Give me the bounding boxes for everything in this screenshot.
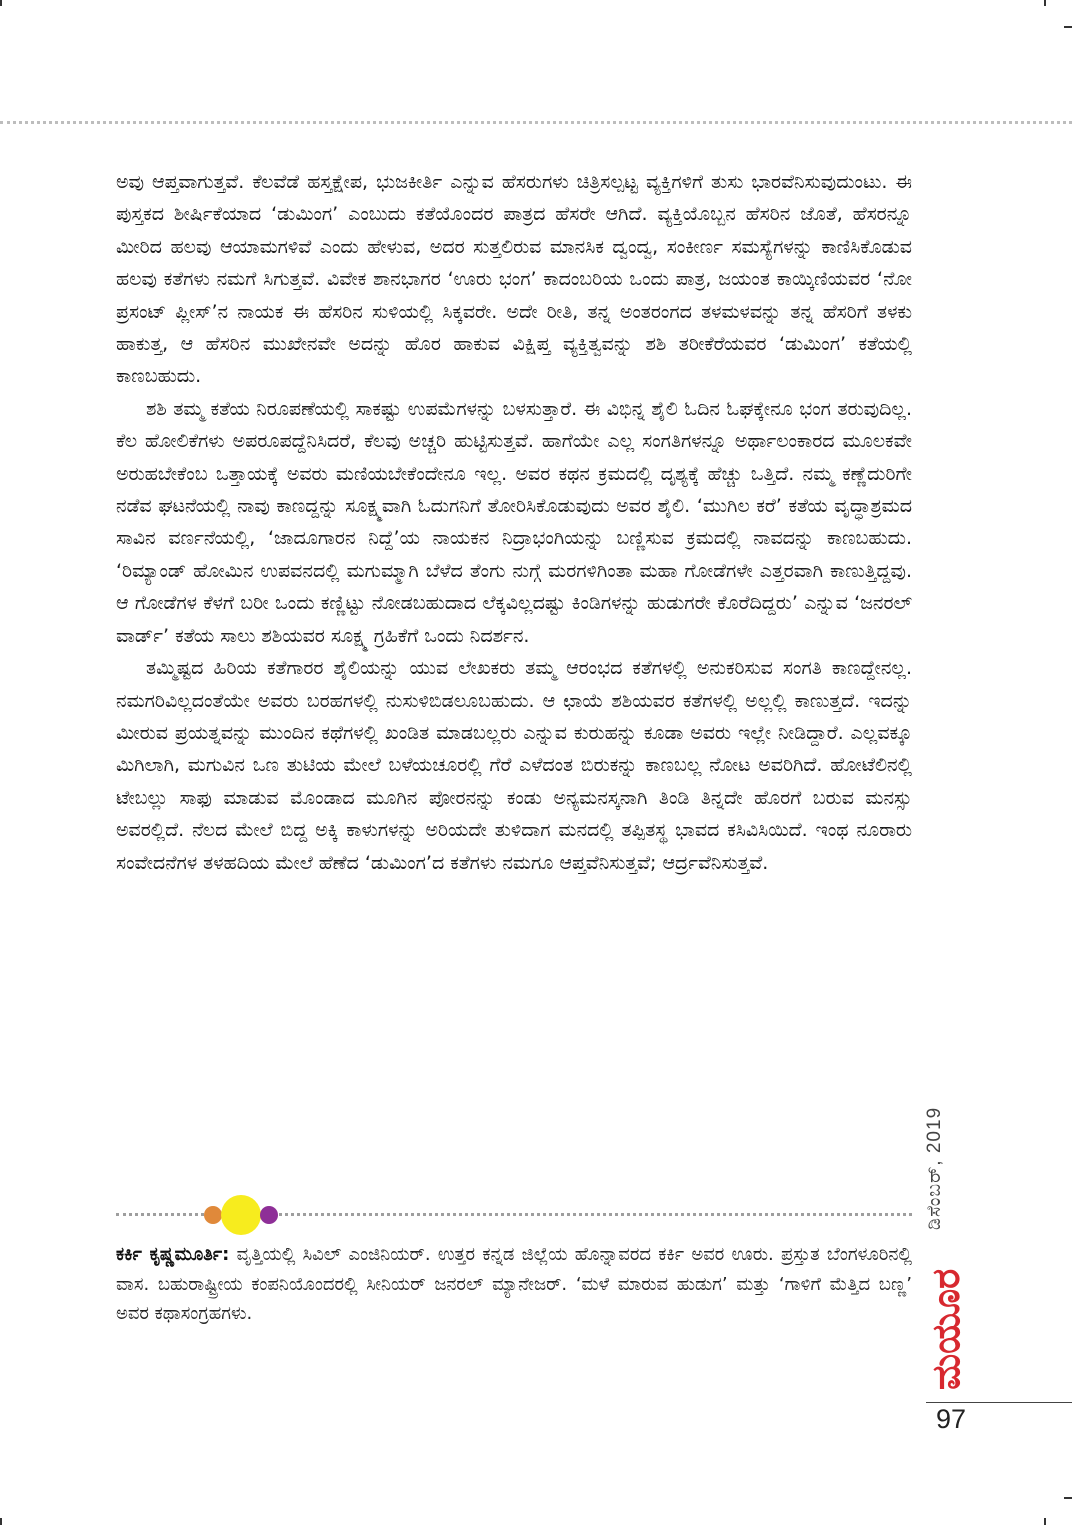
divider-dot-purple (260, 1206, 278, 1224)
crop-mark-top-left (0, 0, 2, 6)
divider-dot-orange (204, 1206, 222, 1224)
divider-dot-yellow (221, 1195, 261, 1235)
crop-mark-top-right (1044, 0, 1046, 6)
crop-mark-bottom-right (1044, 1518, 1046, 1525)
crop-mark-right-upper (1064, 26, 1072, 28)
section-divider (116, 1203, 912, 1227)
article-paragraph-1: ಅವು ಆಪ್ತವಾಗುತ್ತವೆ. ಕೆಲವೆಡೆ ಹಸ್ತಕ್ಷೇಪ, ಭುಜಕೀರ್ತಿ ಎನ್ನುವ ಹೆಸರುಗಳು ಚಿತ್ರಿಸಲ್ಪಟ್ಟ ವ್ಯಕ್ತಿಗಳಿಗೆ ತುಸು ಭಾರವೆನಿಸುವುದುಂಟು. ಈ ಪುಸ್ತಕದ ಶೀರ್ಷಿಕೆಯಾದ ‘ಡುಮಿಂಗ’ ಎಂಬುದು ಕತೆಯೊಂದರ ಪಾತ್ರದ ಹೆಸರೇ ಆಗಿದೆ. ವ್ಯಕ್ತಿಯೊಬ್ಬನ ಹೆಸರಿನ ಜೊತೆ, ಹೆಸರನ್ನೂ ಮೀರಿದ ಹಲವು ಆಯಾಮಗಳಿವೆ ಎಂದು ಹೇಳುವ, ಅದರ ಸುತ್ತಲಿರುವ ಮಾನಸಿಕ ದ್ವಂದ್ವ, ಸಂಕೀರ್ಣ ಸಮಸ್ಯೆಗಳನ್ನು ಕಾಣಿಸಿಕೊಡುವ ಹಲವು ಕತೆಗಳು ನಮಗೆ ಸಿಗುತ್ತವೆ. ವಿವೇಕ ಶಾನಭಾಗರ ‘ಊರು ಭಂಗ’ ಕಾದಂಬರಿಯ ಒಂದು ಪಾತ್ರ, ಜಯಂತ ಕಾಯ್ಕಿಣಿಯವರ ‘ನೋ ಪ್ರಸಂಟ್ ಪ್ಲೀಸ್’ನ ನಾಯಕ ಈ ಹೆಸರಿನ ಸುಳಿಯಲ್ಲಿ ಸಿಕ್ಕವರೇ. ಅದೇ ರೀತಿ, ತನ್ನ ಅಂತರಂಗದ ತಳಮಳವನ್ನು ತನ್ನ ಹೆಸರಿಗೆ ತಳಕು ಹಾಕುತ್ತ, ಆ ಹೆಸರಿನ ಮುಖೇನವೇ ಅದನ್ನು ಹೊರ ಹಾಕುವ ವಿಕ್ಷಿಪ್ತ ವ್ಯಕ್ತಿತ್ವವನ್ನು ಶಶಿ ತರೀಕೆರೆಯವರ ‘ಡುಮಿಂಗ’ ಕತೆಯಲ್ಲಿ ಕಾಣಬಹುದು. (116, 171, 912, 388)
folio-rule (926, 1402, 1072, 1403)
header-dotted-rule (0, 121, 1072, 124)
magazine-logo: ಮಯೂರ (924, 1268, 968, 1390)
article-paragraph-2: ಶಶಿ ತಮ್ಮ ಕತೆಯ ನಿರೂಪಣೆಯಲ್ಲಿ ಸಾಕಷ್ಟು ಉಪಮೆಗಳನ್ನು ಬಳಸುತ್ತಾರೆ. ಈ ವಿಭಿನ್ನ ಶೈಲಿ ಓದಿನ ಓಘಕ್ಕೇನೂ ಭಂಗ ತರುವುದಿಲ್ಲ. ಕೆಲ ಹೋಲಿಕೆಗಳು ಅಪರೂಪದ್ದೆನಿಸಿದರೆ, ಕೆಲವು ಅಚ್ಚರಿ ಹುಟ್ಟಿಸುತ್ತವೆ. ಹಾಗೆಯೇ ಎಲ್ಲ ಸಂಗತಿಗಳನ್ನೂ ಅರ್ಥಾಲಂಕಾರದ ಮೂಲಕವೇ ಅರುಹಬೇಕೆಂಬ ಒತ್ತಾಯಕ್ಕೆ ಅವರು ಮಣಿಯಬೇಕೆಂದೇನೂ ಇಲ್ಲ. ಅವರ ಕಥನ ಕ್ರಮದಲ್ಲಿ ದೃಶ್ಯಕ್ಕೆ ಹೆಚ್ಚು ಒತ್ತಿದೆ. ನಮ್ಮ ಕಣ್ಣೆದುರಿಗೇ ನಡೆವ ಘಟನೆಯಲ್ಲಿ ನಾವು ಕಾಣದ್ದನ್ನು ಸೂಕ್ಷ್ಮವಾಗಿ ಓದುಗನಿಗೆ ತೋರಿಸಿಕೊಡುವುದು ಅವರ ಶೈಲಿ. ‘ಮುಗಿಲ ಕರೆ’ ಕತೆಯ ವೃದ್ಧಾಶ್ರಮದ ಸಾವಿನ ವರ್ಣನೆಯಲ್ಲಿ, ‘ಜಾದೂಗಾರನ ನಿದ್ದೆ’ಯ ನಾಯಕನ ನಿದ್ರಾಭಂಗಿಯನ್ನು ಬಣ್ಣಿಸುವ ಕ್ರಮದಲ್ಲಿ ನಾವದನ್ನು ಕಾಣಬಹುದು. ‘ರಿಮ್ಯಾಂಡ್ ಹೋಮಿನ ಉಪವನದಲ್ಲಿ ಮಗುಮ್ಮಾಗಿ ಬೆಳೆದ ತೆಂಗು ನುಗ್ಗೆ ಮರಗಳಿಗಿಂತಾ ಮಹಾ ಗೋಡೆಗಳೇ ಎತ್ತರವಾಗಿ ಕಾಣುತ್ತಿದ್ದವು. ಆ ಗೋಡೆಗಳ ಕೆಳಗೆ ಬರೀ ಒಂದು ಕಣ್ಣಿಟ್ಟು ನೋಡಬಹುದಾದ ಲೆಕ್ಕವಿಲ್ಲದಷ್ಟು ಕಿಂಡಿಗಳನ್ನು ಹುಡುಗರೇ ಕೊರೆದಿದ್ದರು’ ಎನ್ನುವ ‘ಜನರಲ್ ವಾರ್ಡ್’ ಕತೆಯ ಸಾಲು ಶಶಿಯವರ ಸೂಕ್ಷ್ಮ ಗ್ರಹಿಕೆಗೆ ಒಂದು ನಿದರ್ಶನ. (116, 397, 912, 647)
article-body (116, 166, 912, 879)
issue-date: ಡಿಸೆಂಬರ್, 2019 (924, 1106, 945, 1230)
page-number: 97 (936, 1404, 967, 1434)
article-paragraph-3: ತಮ್ಮಿಷ್ಟದ ಹಿರಿಯ ಕತೆಗಾರರ ಶೈಲಿಯನ್ನು ಯುವ ಲೇಖಕರು ತಮ್ಮ ಆರಂಭದ ಕತೆಗಳಲ್ಲಿ ಅನುಕರಿಸುವ ಸಂಗತಿ ಕಾಣದ್ದೇನಲ್ಲ. ನಮಗರಿವಿಲ್ಲದಂತೆಯೇ ಅವರು ಬರಹಗಳಲ್ಲಿ ನುಸುಳಿಬಿಡಲೂಬಹುದು. ಆ ಛಾಯೆ ಶಶಿಯವರ ಕತೆಗಳಲ್ಲಿ ಅಲ್ಲಲ್ಲಿ ಕಾಣುತ್ತದೆ. ಇದನ್ನು ಮೀರುವ ಪ್ರಯತ್ನವನ್ನು ಮುಂದಿನ ಕಥೆಗಳಲ್ಲಿ ಖಂಡಿತ ಮಾಡಬಲ್ಲರು ಎನ್ನುವ ಕುರುಹನ್ನು ಕೂಡಾ ಅವರು ಇಲ್ಲೇ ನೀಡಿದ್ದಾರೆ. ಎಲ್ಲವಕ್ಕೂ ಮಿಗಿಲಾಗಿ, ಮಗುವಿನ ಒಣ ತುಟಿಯ ಮೇಲೆ ಬಳೆಯಚೂರಲ್ಲಿ ಗೆರೆ ಎಳೆದಂತ ಬಿರುಕನ್ನು ಕಾಣಬಲ್ಲ ನೋಟ ಅವರಿಗಿದೆ. ಹೋಟೆಲಿನಲ್ಲಿ ಟೇಬಲ್ಲು ಸಾಫು ಮಾಡುವ ಮೊಂಡಾದ ಮೂಗಿನ ಪೋರನನ್ನು ಕಂಡು ಅನ್ಯಮನಸ್ಕನಾಗಿ ತಿಂಡಿ ತಿನ್ನದೇ ಹೊರಗೆ ಬರುವ ಮನಸ್ಸು ಅವರಲ್ಲಿದೆ. ನೆಲದ ಮೇಲೆ ಬಿದ್ದ ಅಕ್ಕಿ ಕಾಳುಗಳನ್ನು ಅರಿಯದೇ ತುಳಿದಾಗ ಮನದಲ್ಲಿ ತಪ್ಪಿತಸ್ಥ ಭಾವದ ಕಸಿವಿಸಿಯಿದೆ. ಇಂಥ ನೂರಾರು ಸಂವೇದನೆಗಳ ತಳಹದಿಯ ಮೇಲೆ ಹೆಣೆದ ‘ಡುಮಿಂಗ’ದ ಕತೆಗಳು ನಮಗೂ ಆಪ್ತವೆನಿಸುತ್ತವೆ; ಆರ್ದ್ರವೆನಿಸುತ್ತವೆ. (116, 657, 912, 874)
author-bio (116, 1240, 912, 1329)
crop-mark-bottom-left (0, 1518, 2, 1525)
author-bio-text: ವೃತ್ತಿಯಲ್ಲಿ ಸಿವಿಲ್ ಎಂಜಿನಿಯರ್. ಉತ್ತರ ಕನ್ನಡ ಜಿಲ್ಲೆಯ ಹೊನ್ನಾವರದ ಕರ್ಕಿ ಅವರ ಊರು. ಪ್ರಸ್ತುತ ಬೆಂಗಳೂರಿನಲ್ಲಿ ವಾಸ. ಬಹುರಾಷ್ಟ್ರೀಯ ಕಂಪನಿಯೊಂದರಲ್ಲಿ ಸೀನಿಯರ್ ಜನರಲ್ ಮ್ಯಾನೇಜರ್. ‘ಮಳೆ ಮಾರುವ ಹುಡುಗ’ ಮತ್ತು ‘ಗಾಳಿಗೆ ಮೆತ್ತಿದ ಬಣ್ಣ’ ಅವರ ಕಥಾಸಂಗ್ರಹಗಳು. (116, 1244, 912, 1325)
author-name: ಕರ್ಕಿ ಕೃಷ್ಣಮೂರ್ತಿ: (116, 1244, 230, 1265)
crop-mark-right-lower (1064, 1497, 1072, 1499)
